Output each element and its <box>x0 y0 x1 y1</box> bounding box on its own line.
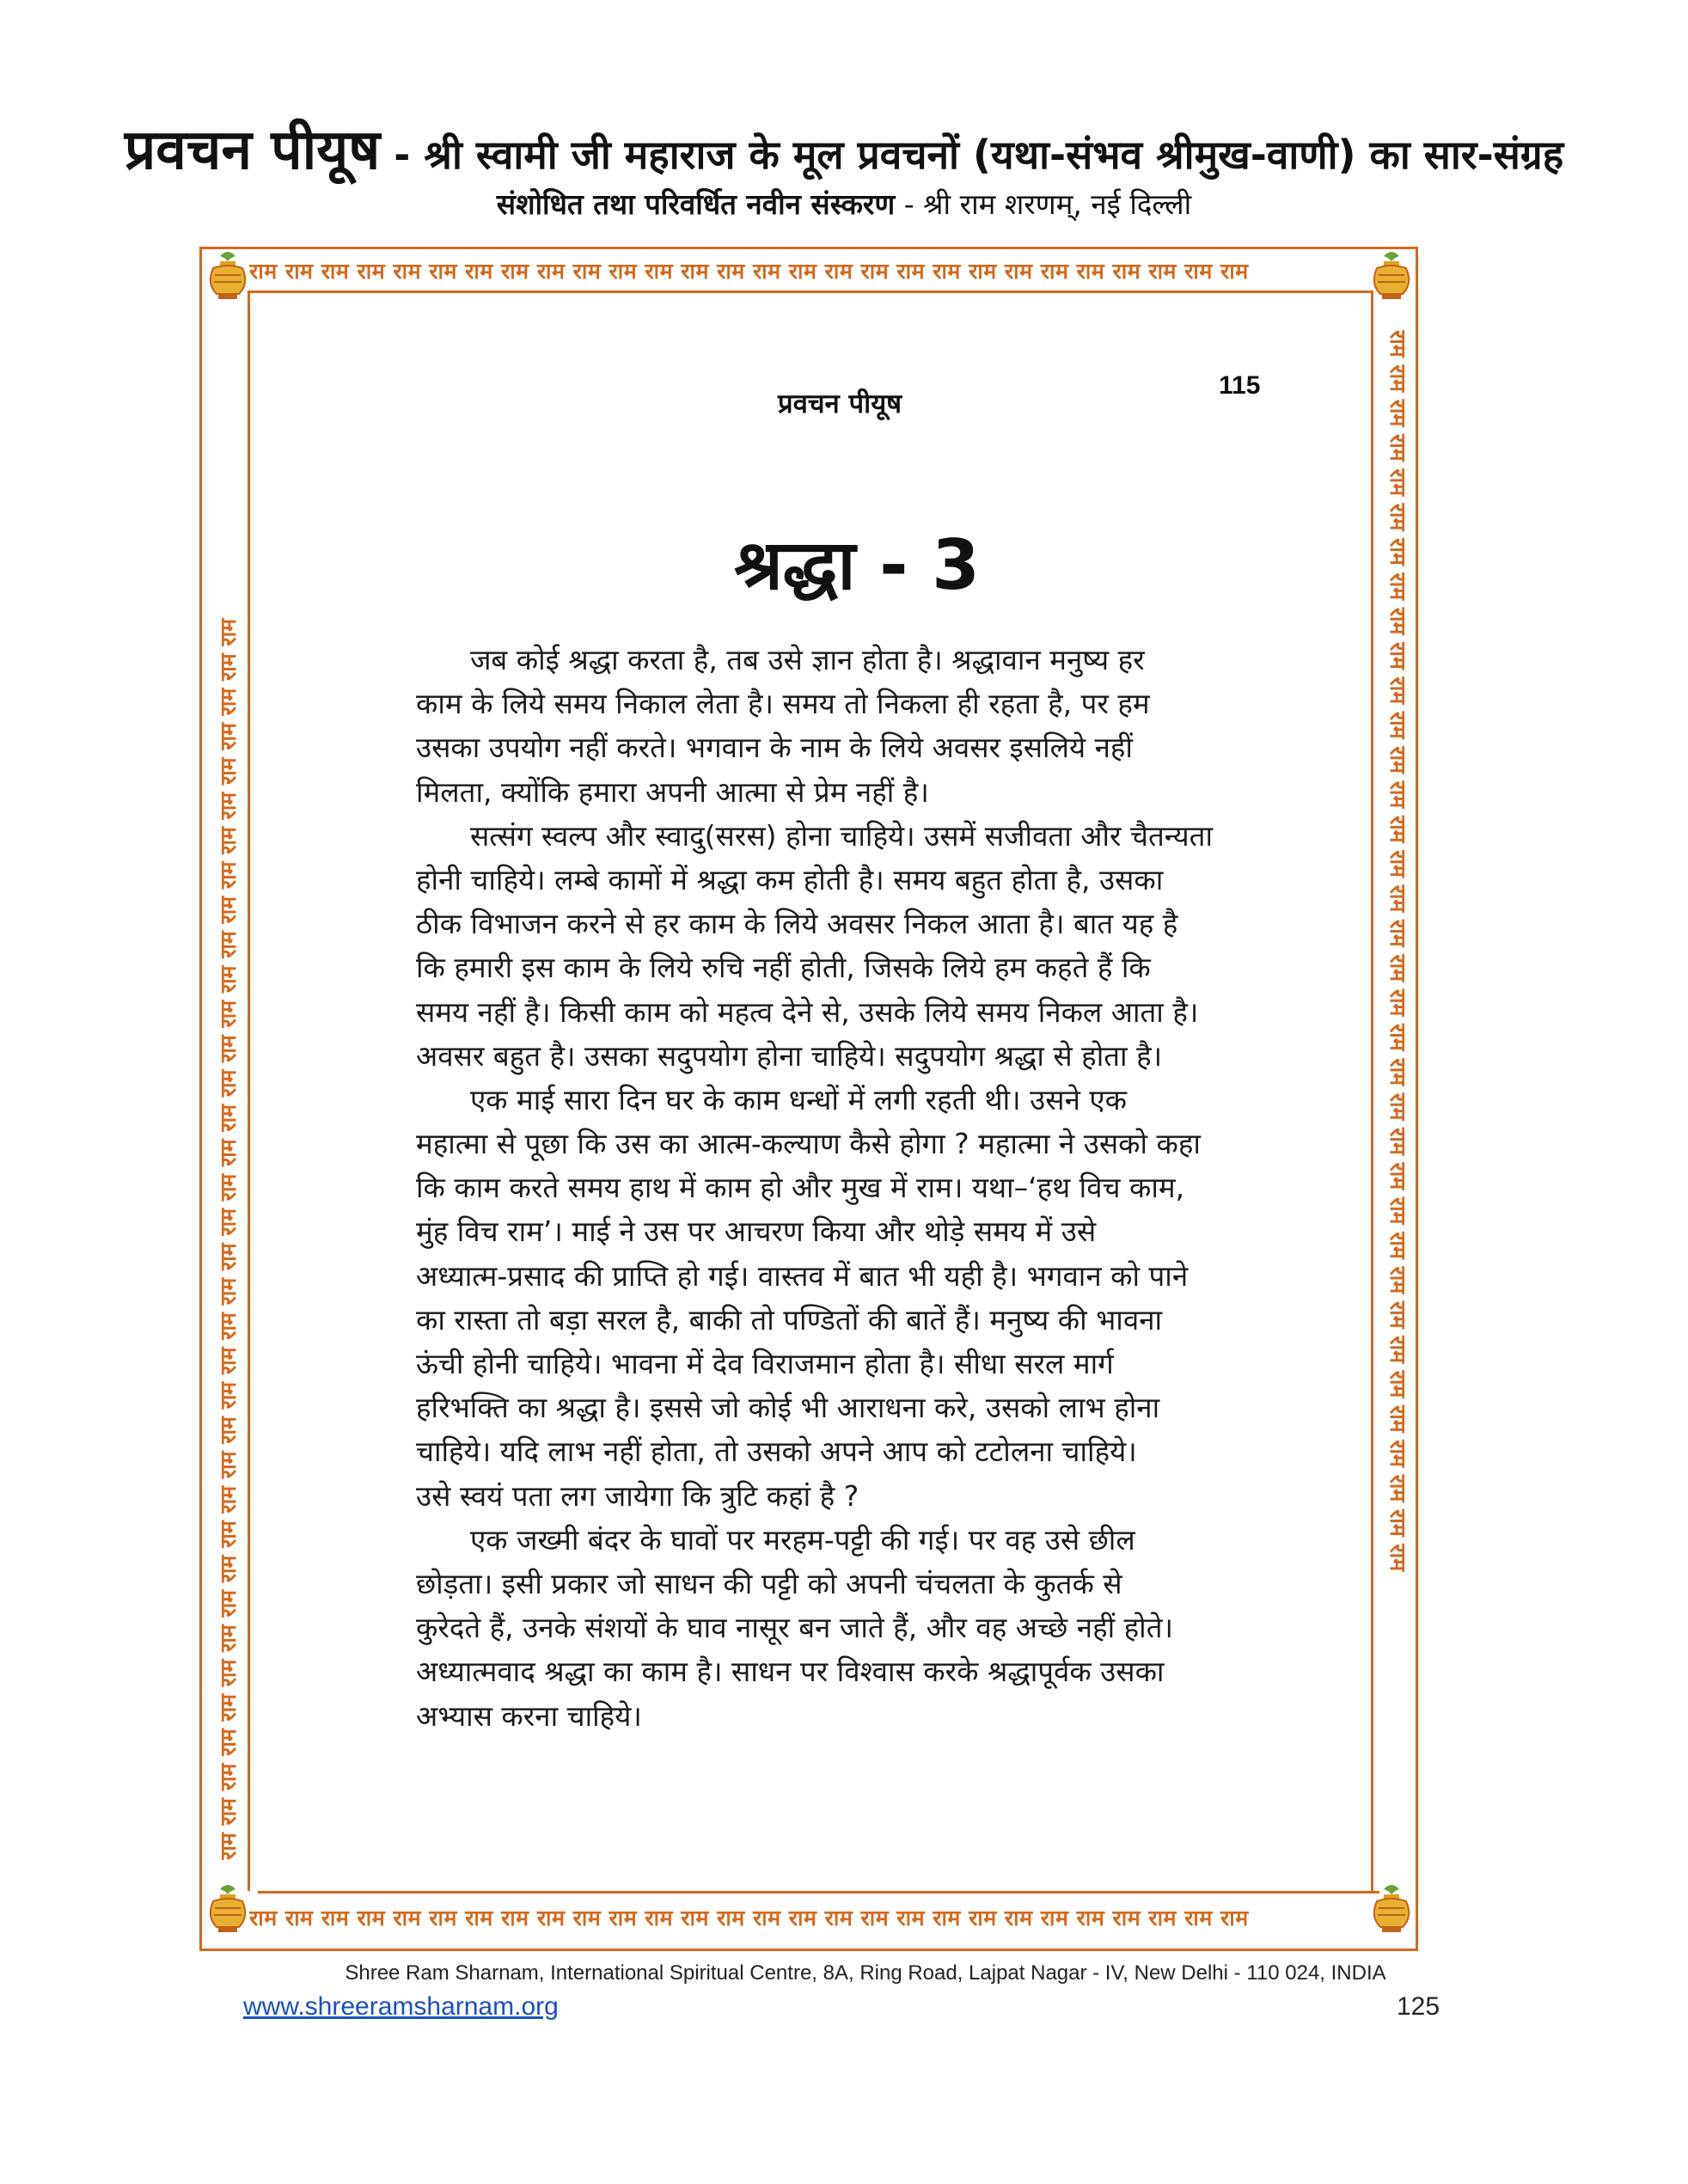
text-line: कुरेदते हैं, उनके संशयों के घाव नासूर बन जाते हैं, और वह अच्छे नहीं होते। <box>416 1611 1174 1645</box>
text-line: ठीक विभाजन करने से हर काम के लिये अवसर निकल आता है। बात यह है <box>416 907 1178 941</box>
book-title: प्रवचन पीयूष <box>124 119 381 182</box>
text-line: कि काम करते समय हाथ में काम हो और मुख में राम। यथा–‘हथ विच काम, <box>416 1171 1185 1205</box>
border-text-left: राम राम राम राम राम राम राम राम राम राम राम राम राम राम राम राम राम राम राम राम राम राम राम राम राम राम राम राम राम राम राम राम राम राम राम राम <box>216 618 241 1860</box>
text-line: सत्संग स्वल्प और स्वादु(सरस) होना चाहिये। उसमें सजीवता और चैतन्यता <box>416 818 1214 853</box>
text-line: छोड़ता। इसी प्रकार जो साधन की पट्टी को अपनी चंचलता के कुतर्क से <box>416 1566 1122 1600</box>
text-line: हरिभक्ति का श्रद्धा है। इससे जो कोई भी आराधना करे, उसको लाभ होना <box>416 1391 1160 1425</box>
text-line: अध्यात्म-प्रसाद की प्राप्ति हो गई। वास्तव में बात भी यही है। भगवान को पाने <box>416 1258 1189 1293</box>
chapter-title: श्रद्धा - 3 <box>734 525 980 605</box>
text-line: अवसर बहुत है। उसका सदुपयोग होना चाहिये। सदुपयोग श्रद्धा से होता है। <box>416 1038 1163 1073</box>
text-line: महात्मा से पूछा कि उस का आत्म-कल्याण कैसे होगा ? महात्मा ने उसको कहा <box>416 1127 1201 1161</box>
edition-label: संशोधित तथा परिवर्धित नवीन संस्करण <box>496 187 896 221</box>
kalash-ornament-icon <box>201 249 254 303</box>
text-line: का रास्ता तो बड़ा सरल है, बाकी तो पण्डितों की बातें हैं। मनुष्य की भावना <box>416 1302 1163 1337</box>
edition-publisher: - श्री राम शरणम्, नई दिल्ली <box>895 187 1192 221</box>
text-line: अभ्यास करना चाहिये। <box>416 1698 642 1733</box>
kalash-ornament-icon <box>1365 1882 1418 1936</box>
text-line: ऊंची होनी चाहिये। भावना में देव विराजमान होता है। सीधा सरल मार्ग <box>416 1347 1114 1380</box>
book-page-number: 115 <box>1219 371 1261 400</box>
document-header-edition <box>0 184 1688 223</box>
text-line: एक माई सारा दिन घर के काम धन्धों में लगी रहती थी। उसने एक <box>416 1082 1127 1116</box>
text-line: कि हमारी इस काम के लिये रुचि नहीं होती, जिसके लिये हम कहते हैं कि <box>416 951 1151 985</box>
border-text-right: राम राम राम राम राम राम राम राम राम राम राम राम राम राम राम राम राम राम राम राम राम राम राम राम राम राम राम राम राम राम राम राम राम राम राम राम <box>1385 330 1410 1572</box>
text-line: एक जख्मी बंदर के घावों पर मरहम-पट्टी की गई। पर वह उसे छील <box>416 1522 1135 1557</box>
document-header-title <box>0 110 1688 185</box>
inner-border-bottom-line <box>258 1891 1379 1893</box>
running-head: प्रवचन पीयूष <box>778 388 902 419</box>
pdf-page-number: 125 <box>1397 1992 1440 2021</box>
border-text-top: राम राम राम राम राम राम राम राम राम राम राम राम राम राम राम राम राम राम राम राम राम राम राम राम राम राम राम राम <box>249 259 1249 284</box>
book-subtitle: - श्री स्वामी जी महाराज के मूल प्रवचनों (यथा-संभव श्रीमुख-वाणी) का सार-संग्रह <box>380 132 1564 178</box>
text-line: अध्यात्मवाद श्रद्धा का काम है। साधन पर विश्वास करके श्रद्धापूर्वक उसका <box>416 1655 1165 1689</box>
text-line: जब कोई श्रद्धा करता है, तब उसे ज्ञान होता है। श्रद्धावान मनुष्य हर <box>416 643 1145 676</box>
border-text-bottom: राम राम राम राम राम राम राम राम राम राम राम राम राम राम राम राम राम राम राम राम राम राम राम राम राम राम राम राम <box>249 1906 1249 1930</box>
text-line: मिलता, क्योंकि हमारा अपनी आत्मा से प्रेम नहीं है। <box>416 774 929 809</box>
body-text <box>416 638 1300 1738</box>
inner-border-top-line <box>249 291 1371 293</box>
website-link[interactable]: www.shreeramsharnam.org <box>243 1992 559 2021</box>
kalash-ornament-icon <box>201 1882 254 1936</box>
text-line: मुंह विच राम’। माई ने उस पर आचरण किया और थोड़े समय में उसे <box>416 1214 1097 1249</box>
kalash-ornament-icon <box>1365 249 1418 303</box>
text-line: उसका उपयोग नहीं करते। भगवान के नाम के लिये अवसर इसलिये नहीं <box>416 731 1133 765</box>
footer-address: Shree Ram Sharnam, International Spiritual Centre, 8A, Ring Road, Lajpat Nagar - IV, New Delhi - 110 024, INDIA <box>345 1961 1386 1985</box>
text-line: होनी चाहिये। लम्बे कामों में श्रद्धा कम होती है। समय बहुत होता है, उसका <box>416 862 1164 896</box>
text-line: काम के लिये समय निकाल लेता है। समय तो निकला ही रहता है, पर हम <box>416 687 1150 721</box>
text-line: उसे स्वयं पता लग जायेगा कि त्रुटि कहां है ? <box>416 1478 859 1513</box>
text-line: समय नहीं है। किसी काम को महत्व देने से, उसके लिये समय निकल आता है। <box>416 994 1199 1029</box>
text-line: चाहिये। यदि लाभ नहीं होता, तो उसको अपने आप को टटोलना चाहिये। <box>416 1435 1137 1469</box>
